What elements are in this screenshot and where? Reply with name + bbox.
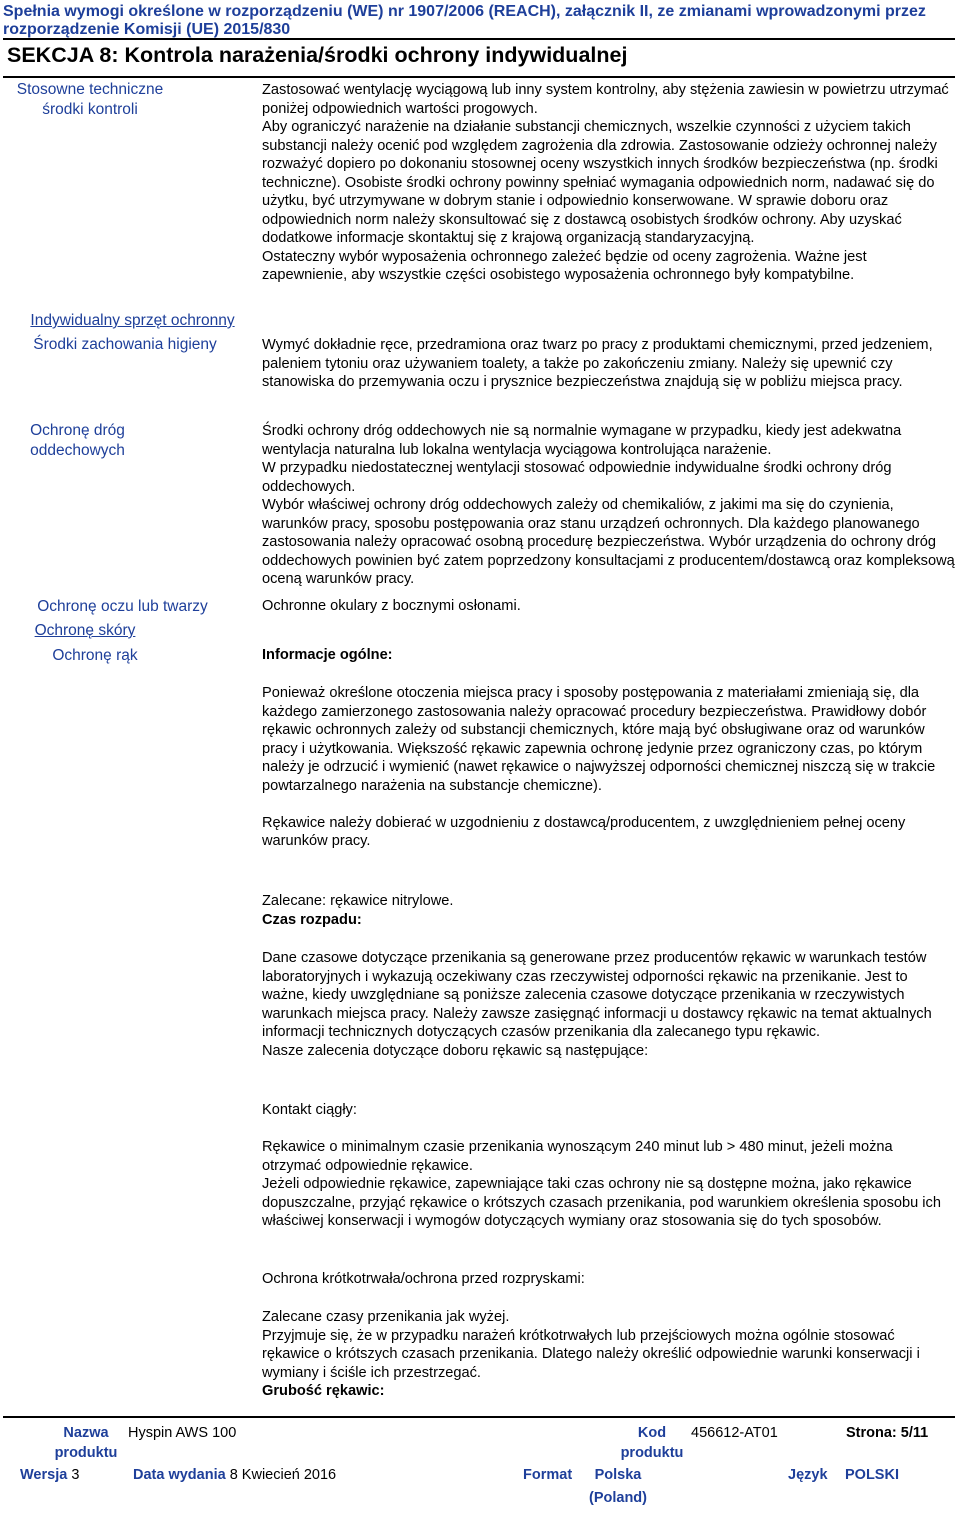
footer-label-line: produktu xyxy=(620,1445,684,1461)
breakthrough-text xyxy=(262,949,955,1060)
paragraph: Dane czasowe dotyczące przenikania są generowane przez producentów rękawic w warunkach testów laboratoryjnych i wykazują oczekiwany czas rzeczywistej odporności rękawic na przenikanie. Jest to ważne, kiedy uwzględniane są poniższe zalecenia czasowe dotyczące przenikania w rzeczywistych warunkach miejsca pracy. Należy zawsze zasięgnąć informacji u dostawcy rękawic na temat aktualnych informacji technicznych dotyczących czasów przenikania dla zalecanego typu rękawic. xyxy=(262,950,932,1040)
short-term-heading: Ochrona krótkotrwała/ochrona przed rozpryskami: xyxy=(262,1271,585,1287)
footer-label-line: Kod xyxy=(637,1425,667,1441)
paragraph: Rękawice o minimalnym czasie przenikania wynoszącym 240 minut lub > 480 minut, jeżeli można otrzymać odpowiednie rękawice. xyxy=(262,1139,893,1174)
paragraph: W przypadku niedostatecznej wentylacji stosować odpowiednie indywidualne środki ochrony dróg oddechowych. xyxy=(262,460,892,495)
footer-label-line: Nazwa xyxy=(63,1425,109,1441)
label-eye-protection: Ochronę oczu lub twarzy xyxy=(37,598,208,615)
hand-general-heading: Informacje ogólne: xyxy=(262,647,393,663)
label-engineering-controls xyxy=(10,80,170,120)
label-respiratory-line1: Ochronę dróg xyxy=(30,422,125,439)
continuous-contact-heading: Kontakt ciągły: xyxy=(262,1102,357,1118)
continuous-contact-text xyxy=(262,1138,955,1231)
footer-format-value xyxy=(583,1465,653,1508)
paragraph: Przyjmuje się, że w przypadku narażeń krótkotrwałych lub przejściowych można ogólnie stosować rękawice o krótszych czasach przenikania. Dlatego należy określić odpowiednie warunki konserwacji i wymiany i ściśle ich przestrzegać. xyxy=(262,1327,920,1381)
footer-version-value: 3 xyxy=(71,1467,80,1483)
glove-thickness-heading: Grubość rękawic: xyxy=(262,1383,385,1399)
paragraph: Wymyć dokładnie ręce, przedramiona oraz twarz po pracy z produktami chemicznymi, przed jedzeniem, paleniem tytoniu oraz używaniem toalety, a także po zakończeniu zmiany. Należy się upewnić czy stanowiska do przemywania oczu i prysznice bezpieczeństwa znajdują się w pobliżu miejsca pracy. xyxy=(262,337,933,390)
label-respiratory-line2: oddechowych xyxy=(30,442,125,459)
page-footer xyxy=(3,1416,955,1519)
footer-label-line: produktu xyxy=(54,1445,118,1461)
paragraph: Środki ochrony dróg oddechowych nie są normalnie wymagane w przypadku, kiedy jest adekwatna wentylacja naturalna lub lokalna wentylacja wyciągowa kontrolująca narażenie. xyxy=(262,423,902,458)
footer-format-line: Polska xyxy=(594,1467,642,1483)
paragraph: Wybór właściwej ochrony dróg oddechowych zależy od chemikaliów, z jakimi ma się do czynienia, warunków pracy, sposobu postępowania oraz stanu urządzeń ochronnych. Dla każdego planowanego zastosowania należy opracować osobną procedurę bezpieczeństwa. Wybór urządzenia do ochrony dróg oddechowych powinien być zatem poprzedzony konsultacjami z producentem/dostawcą oraz kompleksową oceną warunków pracy. xyxy=(262,497,955,587)
footer-product-code: 456612-AT01 xyxy=(691,1425,778,1441)
footer-version xyxy=(20,1465,79,1485)
label-skin-protection: Ochronę skóry xyxy=(34,622,136,639)
paragraph: Rękawice należy dobierać w uzgodnieniu z dostawcą/producentem, z uwzględnieniem pełnej oceny warunków pracy. xyxy=(262,814,906,849)
footer-format-line: (Poland) xyxy=(589,1490,647,1506)
footer-product-code-label xyxy=(618,1423,686,1463)
footer-product-name-label xyxy=(53,1423,119,1463)
footer-date-value: 8 Kwiecień 2016 xyxy=(229,1467,337,1483)
label-ppe: Indywidualny sprzęt ochronny xyxy=(30,312,235,329)
eye-protection-text xyxy=(262,597,955,616)
footer-language-label: Język xyxy=(788,1467,828,1483)
hand-general-text xyxy=(262,684,955,851)
recommended-gloves xyxy=(262,892,955,929)
paragraph: Aby ograniczyć narażenie na działanie substancji chemicznych, wszelkie czynności z użyciem takich substancji należy ocenić pod względem zagrożenia dla zdrowia. Zastosowanie odzieży ochronnej należy rozważyć dopiero po dokonaniu stosownej oceny wszystkich innych środków bezpieczeństwa (np. środki techniczne). Osobiste środki ochrony powinny spełniać wymagania odpowiednich norm, nadawać się do użytku, być utrzymywane w dobrym stanie i odpowiednio konserwowane. W sprawie doboru oraz odpowiednich norm należy skonsultować się z dostawcą osobistych środków ochrony. Aby uzyskać dodatkowe informacje skontaktuj się z krajową organizacją standaryzacyjną. xyxy=(262,119,938,246)
hygiene-text xyxy=(262,336,955,392)
paragraph: Nasze zalecenia dotyczące doboru rękawic są następujące: xyxy=(262,1042,649,1059)
short-term-text xyxy=(262,1308,955,1401)
paragraph: Ochronne okulary z bocznymi osłonami. xyxy=(262,598,521,614)
label-engineering-line2: środki kontroli xyxy=(42,101,138,118)
paragraph: Jeżeli odpowiednie rękawice, zapewniające taki czas ochrony nie są dostępne można, jako rękawice dopuszczalne, przyjąć rękawice o krótszych czasach przenikania, pod warunkiem określenia sposobu ich właściwej konserwacji i wymogów dotyczących wymiany oraz stosowania się do tych sposobów. xyxy=(262,1176,941,1229)
breakthrough-heading: Czas rozpadu: xyxy=(262,911,362,928)
footer-version-label: Wersja xyxy=(20,1467,68,1483)
section-title-bar xyxy=(3,38,955,78)
label-respiratory xyxy=(10,421,145,461)
footer-page-number: Strona: 5/11 xyxy=(846,1425,929,1441)
footer-issue-date xyxy=(133,1465,336,1485)
footer-format-label: Format xyxy=(523,1467,573,1483)
respiratory-text xyxy=(262,422,955,589)
paragraph: Zastosować wentylację wyciągową lub inny system kontrolny, aby stężenia zawiesin w powietrzu utrzymać poniżej odpowiednich wartości progowych. xyxy=(262,82,949,117)
regulation-header-line1: Spełnia wymogi określone w rozporządzeniu (WE) nr 1907/2006 (REACH), załącznik II, ze zmianami wprowadzonymi przez xyxy=(3,3,926,20)
label-engineering-line1: Stosowne techniczne xyxy=(16,81,164,98)
paragraph: Zalecane czasy przenikania jak wyżej. xyxy=(262,1309,510,1325)
footer-language-value: POLSKI xyxy=(845,1467,899,1483)
section-title: SEKCJA 8: Kontrola narażenia/środki ochrony indywidualnej xyxy=(7,43,628,67)
paragraph: Ponieważ określone otoczenia miejsca pracy i sposoby postępowania z materiałami zmieniają się, dla każdego zamierzonego zastosowania należy opracować procedury bezpieczeństwa. Prawidłowy dobór rękawic ochronnych zależy od substancji chemicznych, które mają być obsługiwane oraz od warunków pracy i użytkowania. Większość rękawic zapewnia ochronę jedynie przez ograniczony czas, po którym należy je odrzucić i wymienić (nawet rękawice o najwyższej odporności chemicznej niszczą się w trakcie powtarzalnego narażenia na substancje chemiczne). xyxy=(262,685,936,794)
regulation-header-line2: rozporządzenie Komisji (UE) 2015/830 xyxy=(3,21,291,38)
paragraph: Ostateczny wybór wyposażenia ochronnego zależeć będzie od oceny zagrożenia. Ważne jest zapewnienie, aby wszystkie części osobistego wyposażenia ochronnego były kompatybilne. xyxy=(262,248,867,283)
engineering-controls-text xyxy=(262,81,955,285)
label-hygiene: Środki zachowania higieny xyxy=(33,336,217,353)
paragraph: Zalecane: rękawice nitrylowe. xyxy=(262,893,454,909)
footer-product-name: Hyspin AWS 100 xyxy=(128,1425,237,1441)
footer-date-label: Data wydania xyxy=(133,1467,226,1483)
label-hand-protection: Ochronę rąk xyxy=(52,647,138,664)
